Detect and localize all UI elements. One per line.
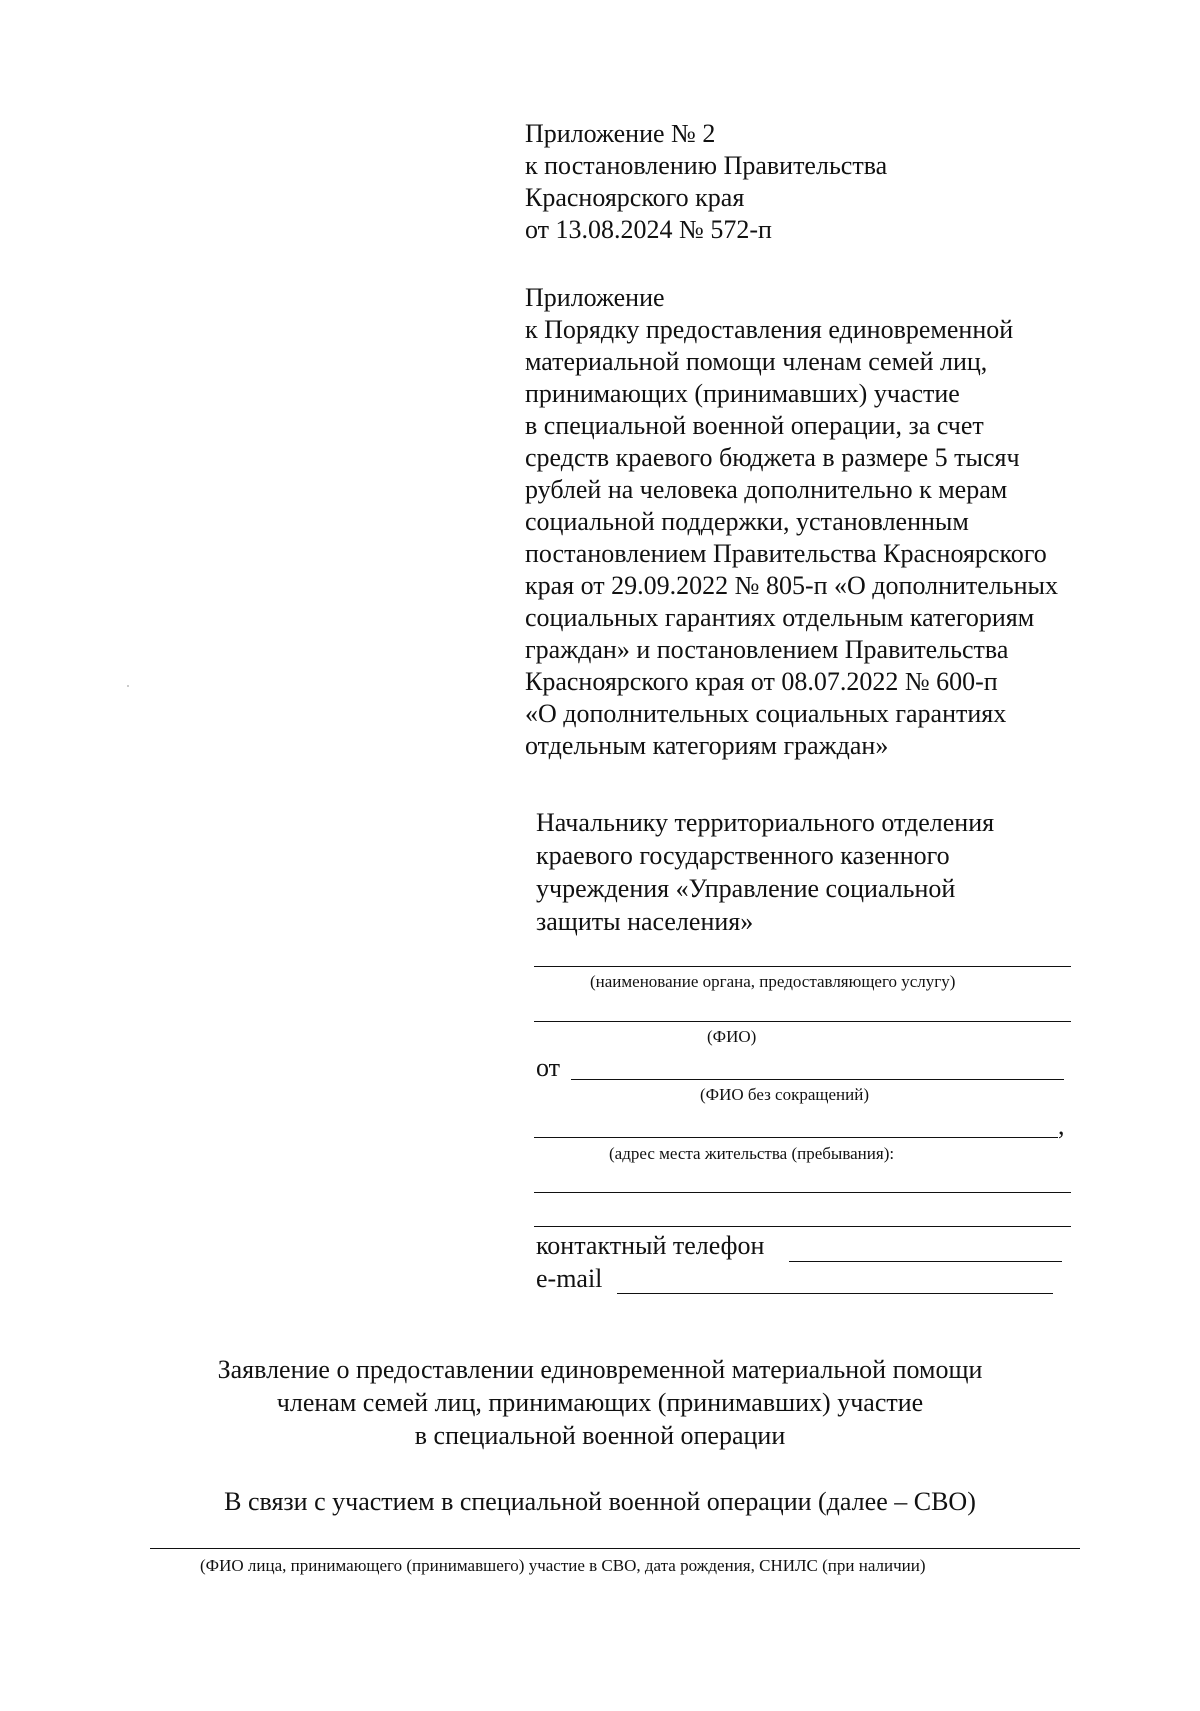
address-line-2[interactable] xyxy=(534,1226,1071,1227)
order-appendix-line: «О дополнительных социальных гарантиях xyxy=(525,699,1007,728)
order-appendix-line: Приложение xyxy=(525,283,665,312)
participant-field[interactable] xyxy=(150,1548,1080,1549)
address-comma: , xyxy=(1058,1111,1065,1140)
appendix-header-line: Красноярского края xyxy=(525,183,745,212)
appendix-header xyxy=(525,118,887,246)
order-appendix-line: к Порядку предоставления единовременной xyxy=(525,315,1014,344)
order-appendix-line: отдельным категориям граждан» xyxy=(525,731,889,760)
organ-name-field[interactable] xyxy=(534,966,1071,967)
addressee-line: Начальнику территориального отделения xyxy=(536,808,995,837)
order-appendix-line: граждан» и постановлением Правительства xyxy=(525,635,1009,664)
appendix-header-line: от 13.08.2024 № 572-п xyxy=(525,215,772,244)
addressee-line: краевого государственного казенного xyxy=(536,841,950,870)
from-label: от xyxy=(536,1053,561,1082)
email-label: e-mail xyxy=(536,1264,603,1293)
head-fio-field[interactable] xyxy=(534,1021,1071,1022)
statement-title-line: Заявление о предоставлении единовременной материальной помощи xyxy=(217,1355,983,1384)
scan-speck xyxy=(127,685,129,687)
address-field[interactable] xyxy=(534,1137,1058,1138)
applicant-fio-field[interactable] xyxy=(571,1079,1064,1080)
statement-title-line: в специальной военной операции xyxy=(414,1421,786,1450)
appendix-header-line: Приложение № 2 xyxy=(525,119,716,148)
statement-intro: В связи с участием в специальной военной операции (далее – СВО) xyxy=(224,1487,976,1516)
order-appendix-line: края от 29.09.2022 № 805-п «О дополнительных xyxy=(525,571,1059,600)
applicant-fio-caption: (ФИО без сокращений) xyxy=(700,1085,869,1104)
head-fio-caption: (ФИО) xyxy=(707,1027,757,1046)
order-appendix-line: постановлением Правительства Красноярского xyxy=(525,539,1047,568)
order-appendix-line: в специальной военной операции, за счет xyxy=(525,411,984,440)
addressee-line: учреждения «Управление социальной xyxy=(536,874,956,903)
order-appendix-line: Красноярского края от 08.07.2022 № 600-п xyxy=(525,667,998,696)
order-appendix-line: материальной помощи членам семей лиц, xyxy=(525,347,988,376)
address-line-1[interactable] xyxy=(534,1192,1071,1193)
address-caption: (адрес места жительства (пребывания): xyxy=(609,1144,895,1163)
statement-title-line: членам семей лиц, принимающих (принимавших) участие xyxy=(276,1388,924,1417)
addressee-block xyxy=(536,806,994,938)
order-appendix-line: рублей на человека дополнительно к мерам xyxy=(525,475,1008,504)
addressee-line: защиты населения» xyxy=(536,907,754,936)
appendix-header-line: к постановлению Правительства xyxy=(525,151,888,180)
participant-caption: (ФИО лица, принимающего (принимавшего) участие в СВО, дата рождения, СНИЛС (при наличии) xyxy=(200,1556,926,1575)
order-appendix-line: принимающих (принимавших) участие xyxy=(525,379,960,408)
email-field[interactable] xyxy=(617,1293,1053,1294)
order-appendix-line: социальной поддержки, установленным xyxy=(525,507,969,536)
statement-title xyxy=(0,1353,1200,1452)
phone-field[interactable] xyxy=(789,1261,1062,1262)
order-appendix-line: средств краевого бюджета в размере 5 тысяч xyxy=(525,443,1020,472)
organ-name-caption: (наименование органа, предоставляющего услугу) xyxy=(590,972,956,991)
phone-label: контактный телефон xyxy=(536,1231,765,1260)
order-appendix-header xyxy=(525,282,1058,762)
order-appendix-line: социальных гарантиях отдельным категориям xyxy=(525,603,1035,632)
